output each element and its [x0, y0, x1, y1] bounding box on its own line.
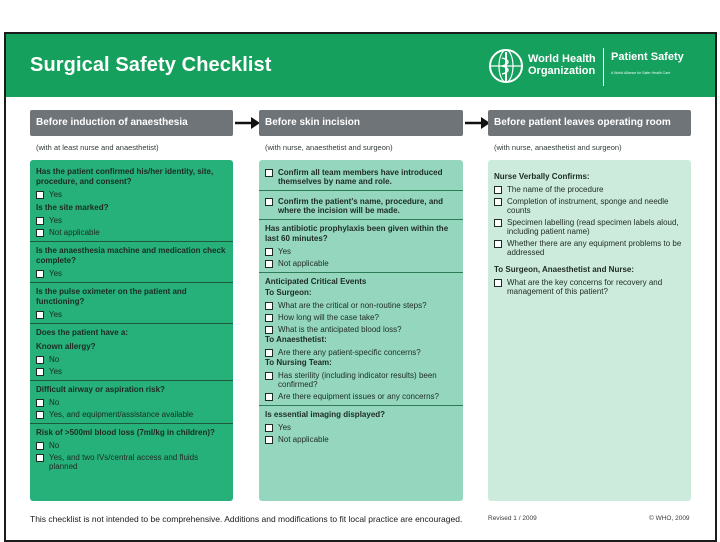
- question: To Surgeon:: [265, 288, 312, 297]
- checkbox-option[interactable]: Yes: [36, 367, 227, 376]
- checkbox[interactable]: [36, 411, 44, 419]
- checkbox-option[interactable]: Are there any patient-specific concerns?: [265, 348, 457, 357]
- arrow-right-icon: [463, 114, 491, 132]
- column-sign-in: [30, 160, 233, 501]
- question: Has the patient confirmed his/her identity, site, procedure, and consent?: [36, 167, 214, 186]
- checkbox[interactable]: [265, 260, 273, 268]
- checkbox[interactable]: [36, 270, 44, 278]
- checkbox-option[interactable]: Yes, and two IVs/central access and fluids planned: [36, 453, 227, 471]
- checkbox[interactable]: [265, 169, 273, 177]
- checkbox-option[interactable]: Not applicable: [265, 435, 457, 444]
- copyright-text: © WHO, 2009: [649, 515, 690, 522]
- checkbox-option[interactable]: Yes: [36, 310, 227, 319]
- checkbox[interactable]: [494, 219, 502, 227]
- checkbox-option[interactable]: Yes: [265, 247, 457, 256]
- divider: [30, 241, 233, 242]
- checkbox[interactable]: [36, 217, 44, 225]
- checkbox-option[interactable]: Yes: [36, 216, 227, 225]
- question: Risk of >500ml blood loss (7ml/kg in children)?: [36, 428, 215, 437]
- question: To Nursing Team:: [265, 358, 332, 367]
- question: To Anaesthetist:: [265, 335, 327, 344]
- checkbox-option[interactable]: Specimen labelling (read specimen labels aloud, including patient name): [494, 218, 685, 236]
- checkbox[interactable]: [36, 311, 44, 319]
- checkbox[interactable]: [36, 229, 44, 237]
- checkbox-option[interactable]: What are the critical or non-routine steps?: [265, 301, 457, 310]
- section-heading: Nurse Verbally Confirms:: [494, 172, 590, 181]
- column-time-out: [259, 160, 463, 501]
- phase-subtitle: (with nurse, anaesthetist and surgeon): [494, 143, 622, 152]
- checkbox[interactable]: [265, 314, 273, 322]
- checkbox-option[interactable]: Not applicable: [265, 259, 457, 268]
- checkbox[interactable]: [36, 399, 44, 407]
- checkbox[interactable]: [265, 198, 273, 206]
- patient-safety-title: Patient Safety: [611, 51, 684, 63]
- phase-subtitle: (with nurse, anaesthetist and surgeon): [265, 143, 393, 152]
- section-heading: To Surgeon, Anaesthetist and Nurse:: [494, 265, 635, 274]
- page-title: Surgical Safety Checklist: [30, 54, 272, 76]
- checkbox-option[interactable]: No: [36, 398, 227, 407]
- question: Does the patient have a:: [36, 328, 129, 337]
- section: [259, 220, 463, 273]
- checkbox[interactable]: [36, 191, 44, 199]
- checkbox[interactable]: [494, 198, 502, 206]
- divider: [30, 423, 233, 424]
- disclaimer-text: This checklist is not intended to be comprehensive. Additions and modifications to fit local practice are encouraged.: [30, 514, 463, 524]
- checkbox[interactable]: [265, 349, 273, 357]
- phase-bar-leaves: Before patient leaves operating room: [488, 110, 691, 136]
- column-sign-out: [488, 160, 691, 501]
- phase-subtitle: (with at least nurse and anaesthetist): [36, 143, 159, 152]
- section-heading: Anticipated Critical Events: [265, 277, 367, 286]
- section: [259, 162, 463, 191]
- question: Is the anaesthesia machine and medication check complete?: [36, 246, 226, 265]
- who-emblem-icon: [488, 48, 524, 84]
- checkbox[interactable]: [265, 436, 273, 444]
- section: [259, 273, 463, 406]
- patient-safety-subtitle: A World Alliance for Safer Health Care: [611, 71, 671, 75]
- checkbox-option[interactable]: What is the anticipated blood loss?: [265, 325, 457, 334]
- checkbox[interactable]: [265, 393, 273, 401]
- checkbox-option[interactable]: What are the key concerns for recovery and management of this patient?: [494, 278, 685, 296]
- section: [259, 191, 463, 220]
- question: Is the site marked?: [36, 203, 109, 212]
- question: Difficult airway or aspiration risk?: [36, 385, 165, 394]
- checkbox[interactable]: [494, 240, 502, 248]
- checkbox-option[interactable]: Completion of instrument, sponge and needle counts: [494, 197, 685, 215]
- checkbox-option[interactable]: Yes: [36, 269, 227, 278]
- question: Has antibiotic prophylaxis been given within the last 60 minutes?: [265, 224, 449, 243]
- checkbox-option[interactable]: Yes: [36, 190, 227, 199]
- question: Is essential imaging displayed?: [265, 410, 386, 419]
- checklist-document: [4, 32, 717, 542]
- checkbox[interactable]: [494, 186, 502, 194]
- checkbox[interactable]: [36, 368, 44, 376]
- checkbox[interactable]: [36, 442, 44, 450]
- revision-text: Revised 1 / 2009: [488, 515, 537, 522]
- checkbox[interactable]: [36, 356, 44, 364]
- checkbox-option[interactable]: Are there equipment issues or any concerns?: [265, 392, 457, 401]
- checkbox-option[interactable]: Whether there are any equipment problems to be addressed: [494, 239, 685, 257]
- who-name: World Health Organization: [528, 53, 596, 77]
- checkbox-option[interactable]: Confirm all team members have introduced themselves by name and role.: [265, 168, 457, 186]
- checkbox-option[interactable]: How long will the case take?: [265, 313, 457, 322]
- section: [259, 406, 463, 448]
- checkbox[interactable]: [265, 302, 273, 310]
- header-divider: [603, 48, 604, 86]
- checkbox[interactable]: [265, 326, 273, 334]
- checkbox-option[interactable]: Confirm the patient's name, procedure, and where the incision will be made.: [265, 197, 457, 215]
- checkbox[interactable]: [265, 248, 273, 256]
- divider: [30, 380, 233, 381]
- arrow-right-icon: [233, 114, 261, 132]
- question: Is the pulse oximeter on the patient and functioning?: [36, 287, 187, 306]
- phase-bar-incision: Before skin incision: [259, 110, 463, 136]
- checkbox-option[interactable]: The name of the procedure: [494, 185, 685, 194]
- checkbox[interactable]: [494, 279, 502, 287]
- question: Known allergy?: [36, 342, 96, 351]
- header-banner: [6, 34, 715, 97]
- checkbox[interactable]: [265, 372, 273, 380]
- checkbox[interactable]: [36, 454, 44, 462]
- checkbox-option[interactable]: No: [36, 355, 227, 364]
- checkbox-option[interactable]: No: [36, 441, 227, 450]
- phase-bar-induction: Before induction of anaesthesia: [30, 110, 233, 136]
- checkbox-option[interactable]: Has sterility (including indicator results) been confirmed?: [265, 371, 457, 389]
- divider: [30, 282, 233, 283]
- checkbox-option[interactable]: Yes, and equipment/assistance available: [36, 410, 227, 419]
- divider: [30, 323, 233, 324]
- checkbox[interactable]: [265, 424, 273, 432]
- checkbox-option[interactable]: Yes: [265, 423, 457, 432]
- checkbox-option[interactable]: Not applicable: [36, 228, 227, 237]
